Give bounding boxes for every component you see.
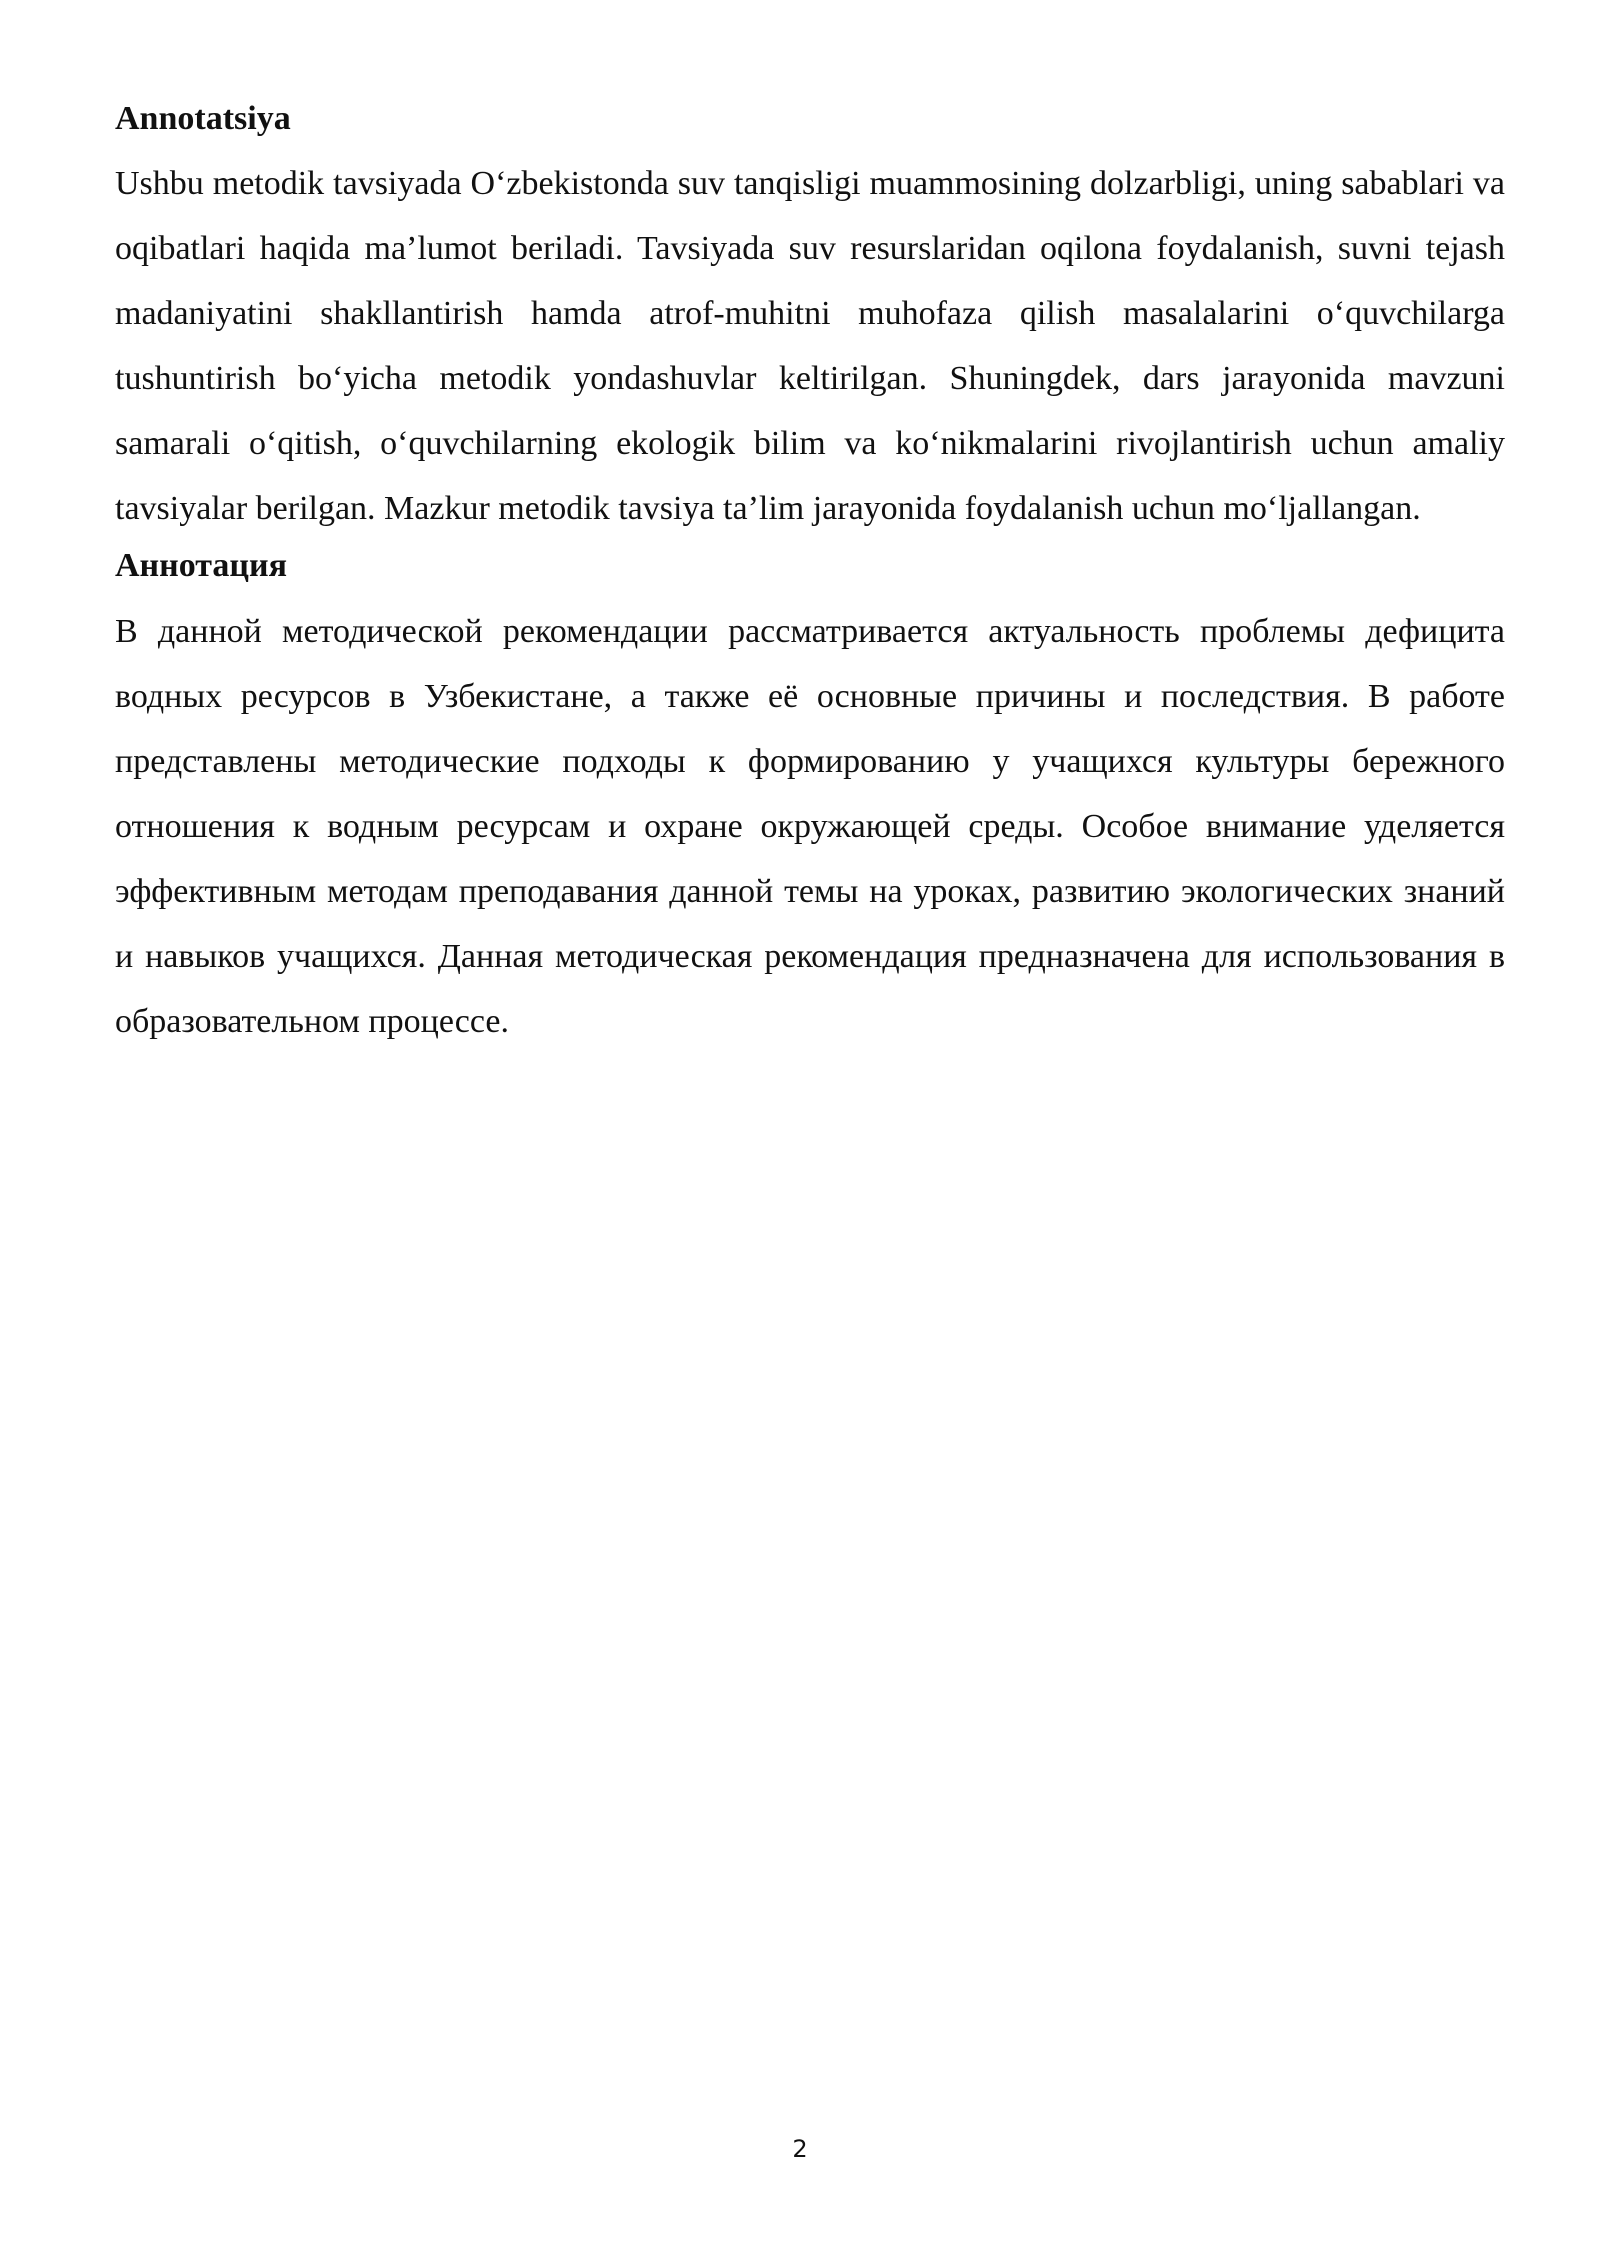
annotation-heading-russian: Аннотация xyxy=(115,547,287,584)
annotation-text-russian: В данной методической рекомендации рассматривается актуальность проблемы дефицита водных ресурсов в Узбекистане, а также её основные причины и последствия. В работе представлены методические подходы к формированию у учащихся культуры бережного отношения к водным ресурсам и охране окружающей среды. Особое внимание уделяется эффективным методам преподавания данной темы на уроках, развитию экологических знаний и навыков учащихся. Данная методическая рекомендация предназначена для использования в образовательном процессе. xyxy=(115,613,1505,1040)
annotation-text-uzbek: Ushbu metodik tavsiyada O‘zbekistonda suv tanqisligi muammosining dolzarbligi, uning sabablari va oqibatlari haqida ma’lumot beriladi. Tavsiyada suv resurslaridan oqilona foydalanish, suvni tejash madaniyatini shakllantirish hamda atrof-muhitni muhofaza qilish masalalarini o‘quvchilarga tushuntirish bo‘yicha metodik yondashuvlar keltirilgan. Shuningdek, dars jarayonida mavzuni samarali o‘qitish, o‘quvchilarning ekologik bilim va ko‘nikmalarini rivojlantirish uchun amaliy tavsiyalar berilgan. Mazkur metodik tavsiya ta’lim jarayonida foydalanish uchun mo‘ljallangan. xyxy=(115,165,1505,527)
annotation-heading-uzbek: Annotatsiya xyxy=(115,100,291,137)
page-content xyxy=(115,96,1505,1054)
page-number: 2 xyxy=(792,2135,808,2163)
